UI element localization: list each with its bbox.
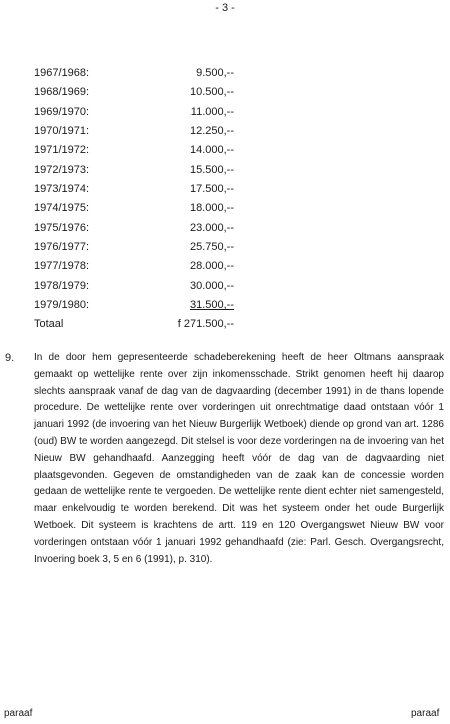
table-row: [34, 83, 234, 102]
section-9: [5, 350, 445, 568]
table-row: [34, 122, 234, 141]
total-amount: f 271.500,--: [177, 318, 234, 331]
amount-cell: 11.000,--: [190, 105, 234, 118]
amount-cell: 30.000,--: [189, 279, 234, 292]
year-cell: 1977/1978:: [34, 260, 90, 273]
table-row: [34, 103, 234, 122]
section-paragraph: In de door hem gepresenteerde schadeberekening heeft de heer Oltmans aanspraak gemaakt op wettelijke rente over zijn inkomensschade. Strikt genomen heeft hij daarop slechts aanspraak vanaf de dag van de dagvaarding (december 1991) in de thans lopende procedure. De wettelijke rente over vorderingen uit onrechtmatige daad ontstaan vóór 1 januari 1992 (de invoering van het Nieuw Burgerlijk Wetboek) diende op grond van art. 1286 (oud) BW te worden aangezegd. Dit stelsel is voor deze vorderingen na de invoering van het Nieuw BW gehandhaafd. Aanzegging heeft vóór de dag van de dagvaarding niet plaatsgevonden. Gegeven de omstandigheden van de zaak kan de concessie worden gedaan de wettelijke rente te vergoeden. De wettelijke rente dient echter niet samengesteld, maar enkelvoudig te worden berekend. Dit was het systeem onder het oude Burgerlijk Wetboek. Dit systeem is krachtens de artt. 119 en 120 Overgangswet Nieuw BW voor vorderingen ontstaan vóór 1 januari 1992 gehandhaafd (zie: Parl. Gesch. Overgangsrecht, Invoering boek 3, 5 en 6 (1991), p. 310).: [34, 352, 444, 565]
amount-cell: 15.500,--: [189, 163, 234, 176]
table-row: [34, 141, 234, 160]
table-row: [34, 257, 234, 276]
year-cell: 1975/1976:: [34, 221, 90, 234]
total-row: [34, 315, 234, 334]
year-cell: 1967/1968:: [34, 67, 90, 79]
table-row: [34, 238, 234, 257]
amount-cell: 17.500,--: [189, 183, 234, 196]
year-cell: 1972/1973:: [34, 163, 90, 176]
amount-cell: 28.000,--: [189, 260, 234, 273]
amount-cell: 31.500,--: [189, 299, 234, 312]
section-number: 9.: [5, 352, 15, 364]
year-cell: 1978/1979:: [34, 279, 90, 292]
page-number: - 3 -: [215, 2, 235, 14]
amounts-table: [34, 64, 234, 335]
year-cell: 1973/1974:: [34, 183, 90, 196]
amount-cell: 10.500,--: [189, 86, 234, 99]
total-label: Totaal: [34, 318, 64, 331]
amount-cell: 18.000,--: [189, 202, 234, 215]
year-cell: 1970/1971:: [34, 125, 90, 138]
amount-cell: 23.000,--: [189, 221, 234, 234]
table-row: [34, 199, 234, 218]
amount-cell: 12.250,--: [189, 125, 234, 138]
amount-cell: 9.500,--: [196, 67, 234, 79]
amount-cell: 25.750,--: [189, 241, 234, 254]
year-cell: 1976/1977:: [34, 241, 90, 254]
year-cell: 1969/1970:: [34, 105, 90, 118]
footer-paraaf-left: paraaf: [4, 708, 33, 719]
year-cell: 1971/1972:: [34, 144, 90, 157]
year-cell: 1974/1975:: [34, 202, 90, 215]
table-row: [34, 219, 234, 238]
table-row: [34, 296, 234, 315]
year-cell: 1979/1980:: [34, 299, 90, 312]
table-row: [34, 277, 234, 296]
table-row: [34, 180, 234, 199]
amount-cell: 14.000,--: [189, 144, 234, 157]
year-cell: 1968/1969:: [34, 86, 90, 99]
footer-paraaf-right: paraaf: [411, 708, 440, 719]
table-row: [34, 161, 234, 180]
table-row: [34, 64, 234, 83]
